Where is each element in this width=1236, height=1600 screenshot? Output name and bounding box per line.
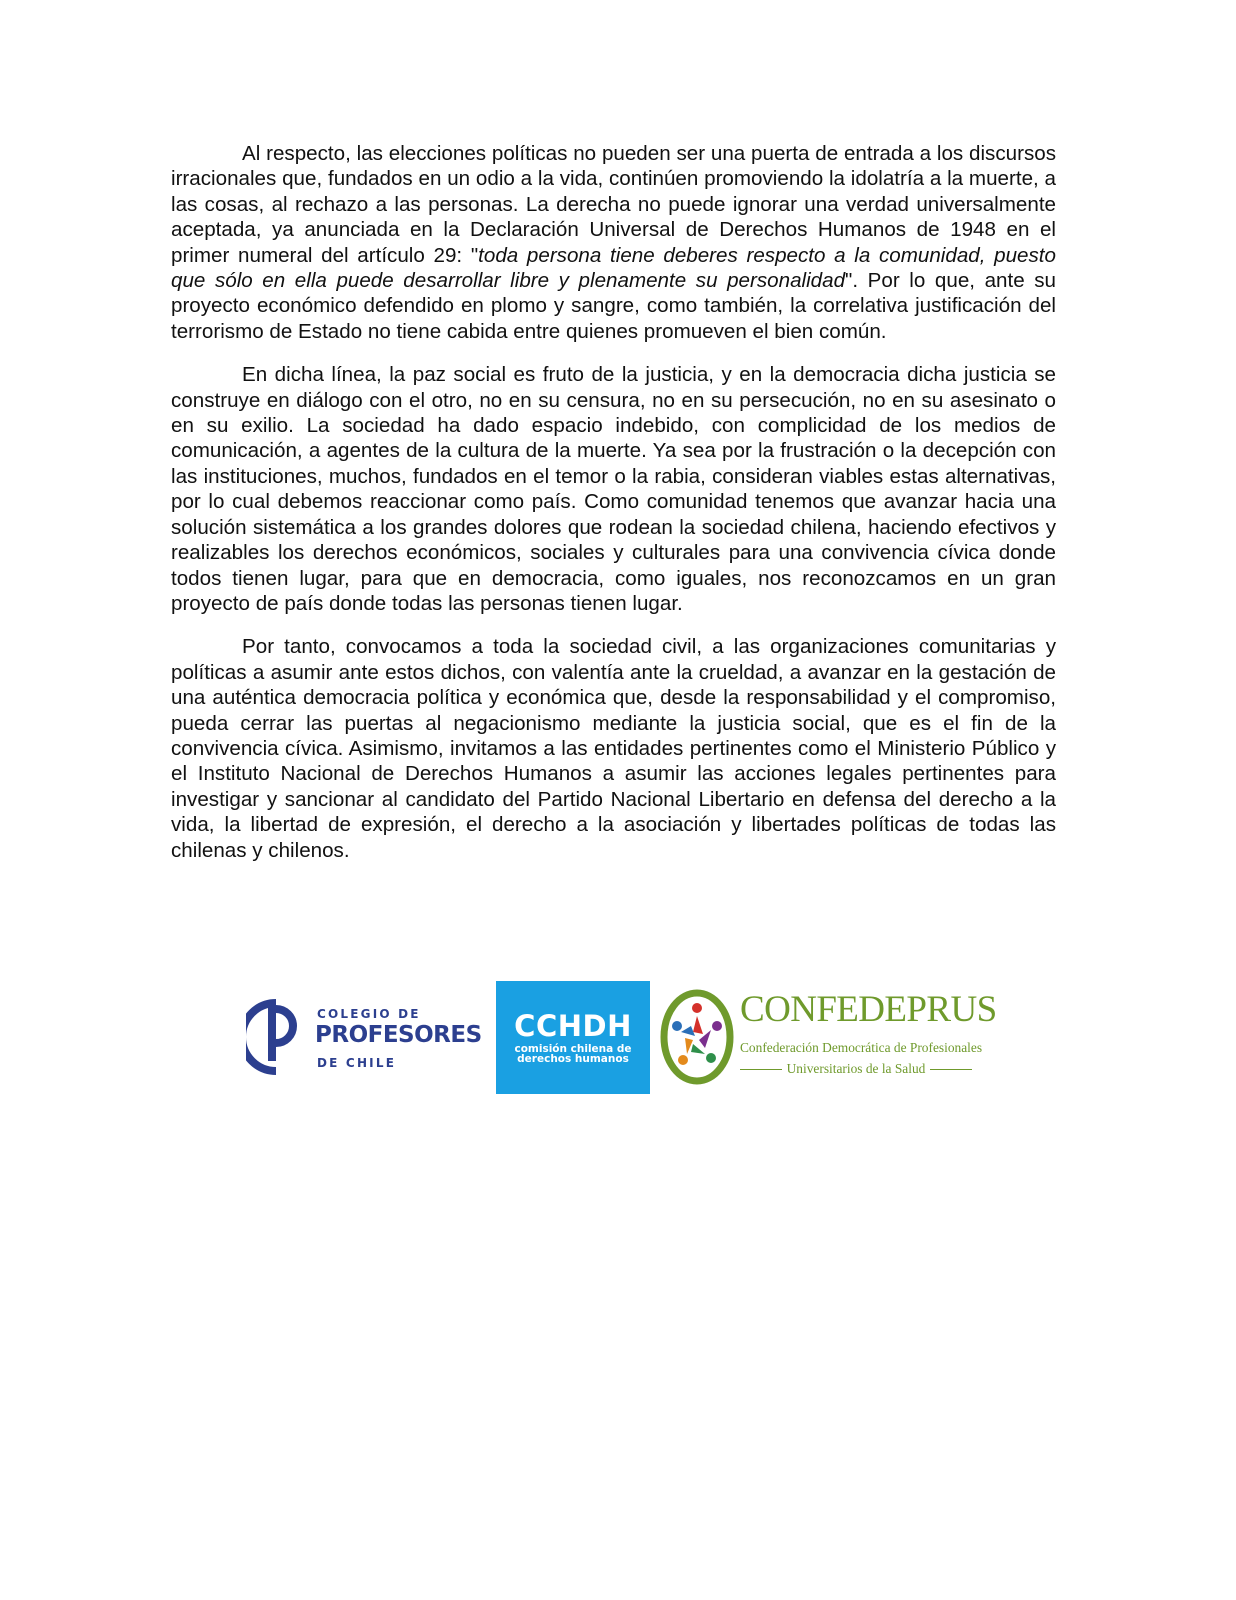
body-text [171, 141, 1056, 881]
confedeprus-subtitle-1: Confederación Democrática de Profesionales [740, 1040, 983, 1055]
cchdh-subtitle-line-2: derechos humanos [517, 1053, 629, 1065]
colegio-profesores-emblem [246, 995, 310, 1079]
confedeprus-subtitle-2: Universitarios de la Salud [786, 1061, 926, 1076]
logo-row [246, 981, 998, 1094]
confedeprus-title: CONFEDEPRUS [740, 989, 997, 1030]
article-29-quote: toda persona tiene deberes respecto a la comunidad, puesto que sólo en ella puede desarrollar libre y plenamente su personalidad [171, 243, 1056, 293]
cchdh-logo [496, 981, 650, 1094]
cchdh-subtitle [496, 1044, 650, 1064]
paragraph-1 [171, 141, 1056, 344]
paragraph-1-text-end: ". Por lo que, ante su proyecto económico defendido en plomo y sangre, como también, la correlativa justificación del terrorismo de Estado no tiene cabida entre quienes promueven el bien común. [171, 269, 1056, 343]
colegio-line-2: PROFESORES [315, 1022, 482, 1048]
colegio-line-1: COLEGIO DE [317, 1007, 421, 1021]
confedeprus-emblem [659, 986, 735, 1088]
cchdh-subtitle-line-1: comisión chilena de [514, 1043, 632, 1055]
divider-line-right [930, 1069, 972, 1070]
paragraph-2: En dicha línea, la paz social es fruto de la justicia, y en la democracia dicha justicia se construye en diálogo con el otro, no en su censura, no en su persecución, no en su asesinato o en su exilio. La sociedad ha dado espacio indebido, con complicidad de los medios de comunicación, a agentes de la cultura de la muerte. Ya sea por la frustración o la decepción con las instituciones, muchos, fundados en el temor o la rabia, consideran viables estas alternativas, por lo cual debemos reaccionar como país. Como comunidad tenemos que avanzar hacia una solución sistemática a los grandes dolores que rodean la sociedad chilena, haciendo efectivos y realizables los derechos económicos, sociales y culturales para una convivencia cívica donde todos tienen lugar, para que en democracia, como iguales, nos reconozcamos en un gran proyecto de país donde todas las personas tienen lugar. [171, 363, 1056, 615]
divider-line-left [740, 1069, 782, 1070]
paragraph-1-text-start: Al respecto, las elecciones políticas no pueden ser una puerta de entrada a los discursos irracionales que, fundados en un odio a la vida, continúen promoviendo la idolatría a la muerte, a las cosas, al rechazo a las personas. La derecha no puede ignorar una verdad universalmente aceptada, ya anunciada en la Declaración Universal de Derechos Humanos de 1948 en el primer numeral del artículo 29: " [171, 142, 1056, 267]
colegio-line-3: DE CHILE [317, 1056, 397, 1070]
paragraph-3: Por tanto, convocamos a toda la sociedad civil, a las organizaciones comunitarias y políticas a asumir ante estos dichos, con valentía ante la crueldad, a avanzar en la gestación de una auténtica democracia política y económica que, desde la responsabilidad y el compromiso, pueda cerrar las puertas al negacionismo mediante la justicia social, que es el fin de la convivencia cívica. Asimismo, invitamos a las entidades pertinentes como el Ministerio Público y el Instituto Nacional de Derechos Humanos a asumir las acciones legales pertinentes para investigar y sancionar al candidato del Partido Nacional Libertario en defensa del derecho a la vida, la libertad de expresión, el derecho a la asociación y libertades políticas de todas las chilenas y chilenos. [171, 635, 1056, 862]
confedeprus-subtitle-2-row [740, 1061, 972, 1077]
colegio-profesores-logo [246, 995, 484, 1079]
confedeprus-logo [659, 984, 999, 1092]
cchdh-title: CCHDH [514, 1009, 632, 1043]
